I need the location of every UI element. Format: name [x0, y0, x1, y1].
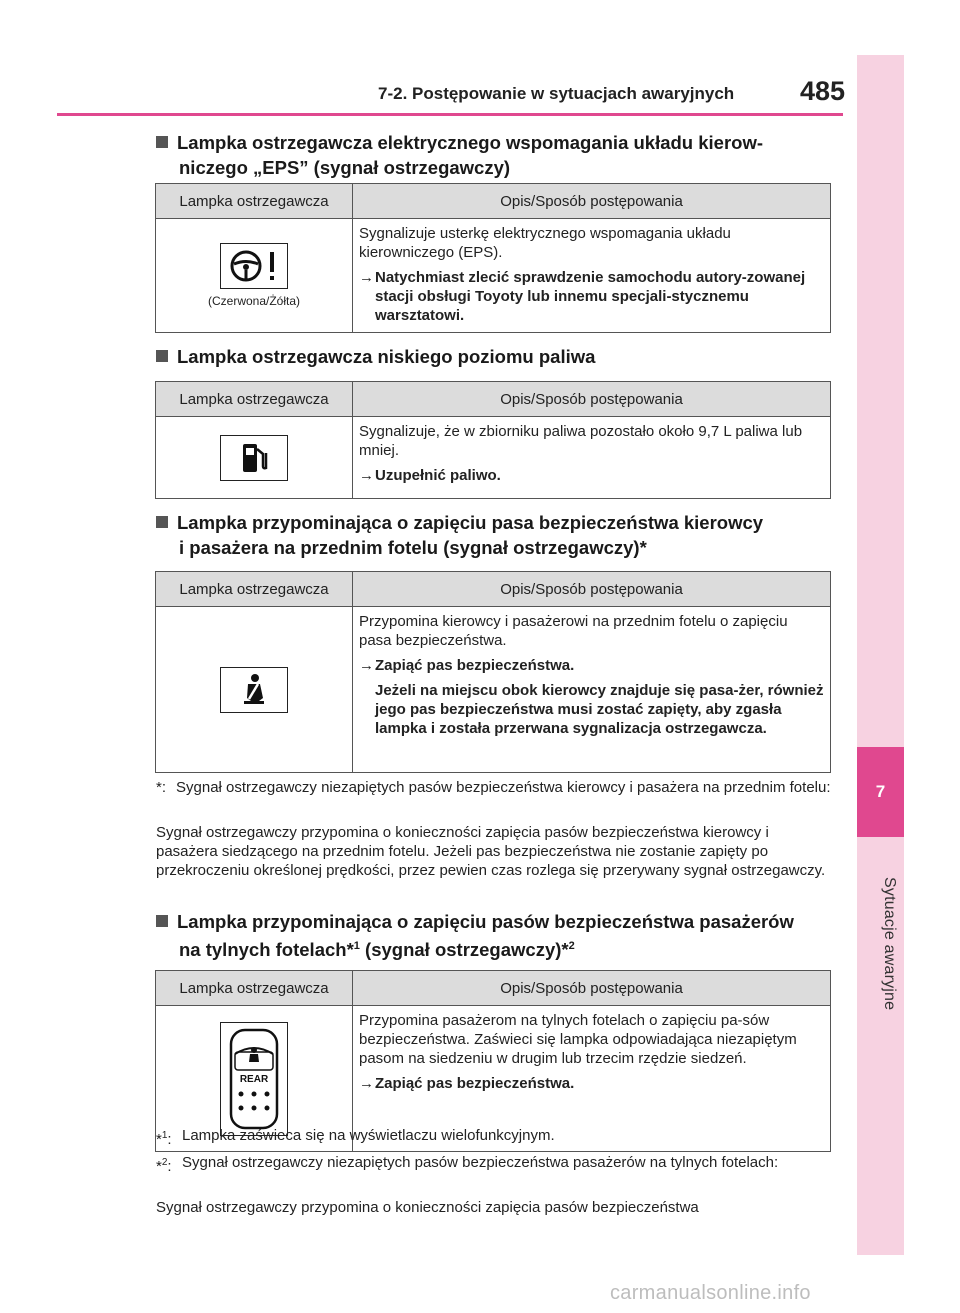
lamp-cell — [156, 219, 353, 333]
section-heading-rear-seatbelt: Lampka przypominająca o zapięciu pasów bezpieczeństwa pasażerów na tylnych fotelach*$^1$ (sygnał ostrzegawczy)*$^2$ — [156, 909, 794, 962]
arrow-icon: → — [359, 657, 374, 674]
lamp-cell — [156, 417, 353, 499]
warning-table-front-seatbelt — [155, 571, 831, 773]
arrow-icon: → — [359, 269, 374, 286]
footnote-star: *: Sygnał ostrzegawczy niezapiętych pasów bezpieczeństwa kierowcy i pasażera na przednim fotelu: — [156, 779, 831, 796]
action-line: → Uzupełnić paliwo. — [359, 467, 501, 484]
description-cell: Przypomina kierowcy i pasażerowi na przednim fotelu o zapięciu pasa bezpieczeństwa. → Zapiąć pas bezpieczeństwa. Jeżeli na miejscu obok kierowcy znajduje się pasa-żer, również jego pas bezpieczeństwa musi zostać zapięty, aby zgasła lampka i została przerwana sygnalizacja ostrzegawcza. — [353, 607, 831, 773]
rear-icon-label: REAR — [239, 1073, 269, 1085]
page-number: 485 — [800, 76, 846, 106]
footnote-1: *$^1$: Lampka zaświeca się na wyświetlaczu wielofunkcyjnym. — [156, 1127, 555, 1148]
bullet-square-icon — [156, 516, 168, 528]
col-header-lamp: Lampka ostrzegawcza — [156, 382, 353, 417]
col-header-description: Opis/Sposób postępowania — [353, 971, 831, 1006]
description-cell: Sygnalizuje, że w zbiorniku paliwa pozostało około 9,7 L paliwa lub mniej. → Uzupełnić paliwo. — [353, 417, 831, 499]
warning-table-eps — [155, 183, 831, 333]
action-line: → Natychmiast zlecić sprawdzenie samochodu autory-zowanej stacji obsługi Toyoty lub innemu specjali-stycznemu warsztatowi. — [359, 269, 806, 324]
seatbelt-icon — [220, 667, 288, 713]
steering-exclamation-icon — [220, 243, 288, 289]
description-cell: Przypomina pasażerom na tylnych fotelach o zapięciu pa-sów bezpieczeństwa. Zaświeci się lampka odpowiadająca niezapiętym pasom na siedzeniu w drugim lub trzecim rzędzie siedzeń. → Zapiąć pas bezpieczeństwa. — [353, 1006, 831, 1152]
bullet-square-icon — [156, 350, 168, 362]
chapter-title: Sytuacje awaryjne — [881, 877, 898, 1011]
col-header-lamp: Lampka ostrzegawcza — [156, 572, 353, 607]
arrow-icon: → — [359, 467, 374, 484]
col-header-description: Opis/Sposób postępowania — [353, 184, 831, 219]
rear-seatbelt-icon — [220, 1022, 288, 1136]
action-line: → Zapiąć pas bezpieczeństwa. — [359, 1075, 575, 1092]
warning-table-rear-seatbelt — [155, 970, 831, 1152]
section-heading-front-seatbelt: Lampka przypominająca o zapięciu pasa bezpieczeństwa kierowcy i pasażera na przednim fotelu (sygnał ostrzegawczy)* — [156, 510, 763, 560]
rear-seatbelt-paragraph: Sygnał ostrzegawczy przypomina o konieczności zapięcia pasów bezpieczeństwa — [156, 1199, 699, 1216]
lamp-color-caption: (Czerwona/Żółta) — [207, 294, 301, 308]
section-title: 7-2. Postępowanie w sytuacjach awaryjnych — [378, 84, 735, 103]
warning-table-fuel — [155, 381, 831, 499]
footnote-2: *$^2$: Sygnał ostrzegawczy niezapiętych pasów bezpieczeństwa pasażerów na tylnych fotelach: — [156, 1154, 779, 1175]
col-header-description: Opis/Sposób postępowania — [353, 382, 831, 417]
bullet-square-icon — [156, 136, 168, 148]
col-header-lamp: Lampka ostrzegawcza — [156, 184, 353, 219]
chapter-tab[interactable]: 7 — [857, 747, 904, 837]
header-divider — [57, 113, 843, 116]
front-seatbelt-paragraph: Sygnał ostrzegawczy przypomina o konieczności zapięcia pasów bezpieczeństwa kierowcy i pasażera siedzącego na przednim fotelu. Jeżeli pas bezpieczeństwa nie zostanie zapięty po przekroczeniu określonej prędkości, przez pewien czas rozlega się przerywany sygnał ostrzegawczy. — [156, 824, 826, 879]
chapter-sidebar — [857, 55, 904, 1255]
lamp-cell — [156, 607, 353, 773]
bullet-square-icon — [156, 915, 168, 927]
description-cell: Sygnalizuje usterkę elektrycznego wspomagania układu kierowniczego (EPS). → Natychmiast zlecić sprawdzenie samochodu autory-zowanej stacji obsługi Toyoty lub innemu specjali-stycznemu warsztatowi. — [353, 219, 831, 333]
section-heading-eps: Lampka ostrzegawcza elektrycznego wspomagania układu kierow- niczego „EPS” (sygnał ostrzegawczy) — [156, 130, 763, 180]
arrow-icon: → — [359, 1075, 374, 1092]
fuel-pump-icon — [220, 435, 288, 481]
col-header-description: Opis/Sposób postępowania — [353, 572, 831, 607]
watermark: carmanualsonline.info — [610, 1282, 811, 1304]
col-header-lamp: Lampka ostrzegawcza — [156, 971, 353, 1006]
action-line: → Zapiąć pas bezpieczeństwa. — [359, 657, 575, 674]
section-heading-fuel: Lampka ostrzegawcza niskiego poziomu paliwa — [156, 344, 595, 369]
action-continued: Jeżeli na miejscu obok kierowcy znajduje się pasa-żer, również jego pas bezpieczeństwa musi zostać zapięty, aby zgasła lampka i została przerwana sygnalizacja ostrzegawcza. — [375, 682, 824, 737]
